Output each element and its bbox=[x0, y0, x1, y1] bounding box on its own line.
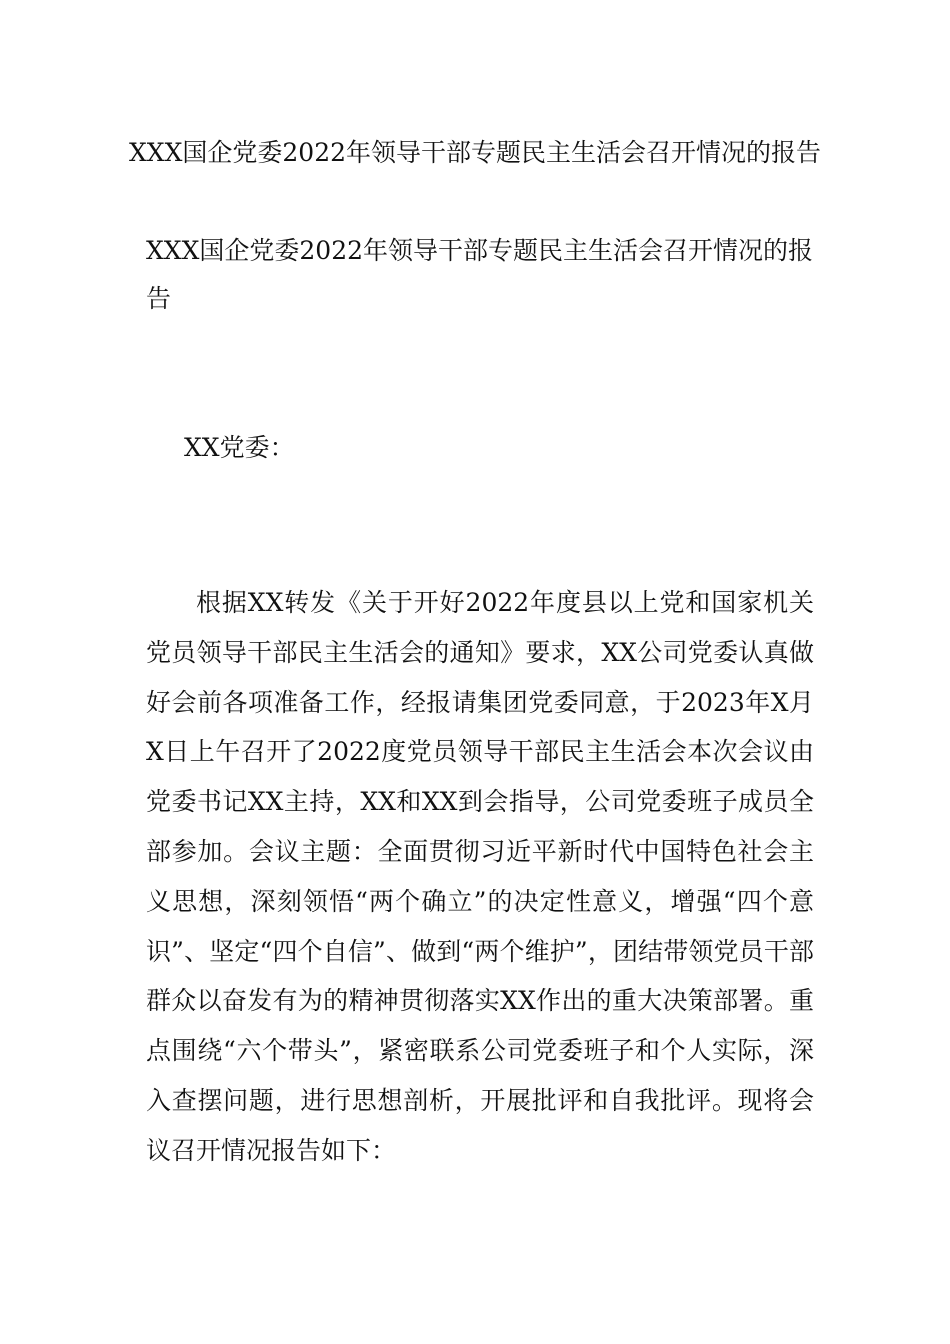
salutation: XX党委： bbox=[184, 433, 295, 462]
document-title-centered: XXX国企党委2022年领导干部专题民主生活会召开情况的报告 bbox=[128, 138, 822, 167]
body-paragraph: 根据XX转发《关于开好2022年度县以上党和国家机关党员领导干部民主生活会的通知》要求，XX公司党委认真做好会前各项准备工作，经报请集团党委同意，于2023年X月X日上午召开了2022度党员领导干部民主生活会本次会议由党委书记XX主持，XX和XX到会指导，公司党委班子成员全部参加。会议主题：全面贯彻习近平新时代中国特色社会主义思想，深刻领悟“两个确立”的决定性意义，增强“四个意识”、坚定“四个自信”、做到“两个维护”，团结带领党员干部群众以奋发有为的精神贯彻落实XX作出的重大决策部署。重点围绕“六个带头”，紧密联系公司党委班子和个人实际，深入查摆问题，进行思想剖析，开展批评和自我批评。现将会议召开情况报告如下： bbox=[146, 588, 814, 1165]
document-title-repeated: XXX国企党委2022年领导干部专题民主生活会召开情况的报告 bbox=[146, 236, 814, 313]
